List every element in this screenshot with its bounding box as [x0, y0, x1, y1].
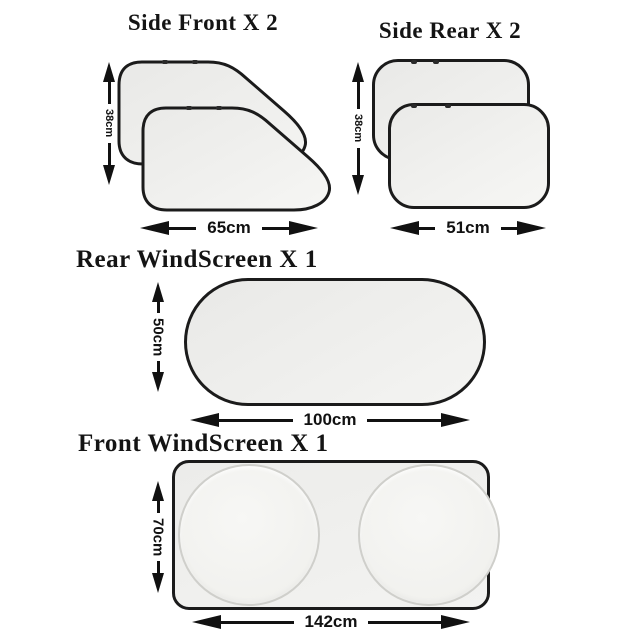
dimension-line	[368, 621, 441, 624]
side-front-shade-front	[140, 103, 336, 215]
rear-windscreen-title: Rear WindScreen X 1	[76, 246, 318, 273]
arrow-up-icon	[152, 481, 164, 501]
wire-ring-left	[178, 464, 320, 606]
arrow-left-icon	[140, 221, 169, 235]
dimension-label: 38cm	[352, 114, 364, 143]
dimension-line	[157, 561, 160, 573]
dimension-line	[108, 143, 111, 165]
arrow-down-icon	[352, 175, 364, 195]
arrow-right-icon	[289, 221, 318, 235]
dimension-line	[157, 302, 160, 313]
dimension-label: 50cm	[149, 317, 167, 357]
side-window-shape	[140, 103, 336, 215]
dimension-line	[357, 82, 360, 109]
dimension-label: 51cm	[446, 218, 490, 237]
side-front-width-dimension	[140, 219, 318, 237]
dimension-line	[169, 227, 196, 230]
rear-windscreen-width-dimension	[190, 411, 470, 429]
dimension-label: 70cm	[149, 517, 167, 557]
arrow-left-icon	[390, 221, 419, 235]
dimension-line	[367, 419, 441, 422]
rear-windscreen-shade	[184, 278, 486, 406]
dimension-line	[501, 227, 517, 230]
suction-tab	[411, 104, 417, 108]
dimension-line	[157, 361, 160, 372]
suction-tab	[411, 60, 417, 64]
dimension-label: 100cm	[303, 410, 357, 429]
dimension-line	[221, 621, 294, 624]
front-windscreen-shade	[172, 460, 490, 610]
dimension-line	[219, 419, 293, 422]
arrow-right-icon	[517, 221, 546, 235]
front-windscreen-height-dimension	[149, 481, 167, 593]
rear-windscreen-height-dimension	[149, 282, 167, 392]
arrow-right-icon	[441, 413, 470, 427]
front-windscreen-width-dimension	[192, 613, 470, 631]
dimension-label: 38cm	[103, 109, 115, 138]
arrow-up-icon	[352, 62, 364, 82]
arrow-left-icon	[190, 413, 219, 427]
arrow-left-icon	[192, 615, 221, 629]
suction-tab	[445, 104, 451, 108]
dimension-line	[157, 501, 160, 513]
side-rear-height-dimension	[349, 62, 367, 195]
side-front-height-dimension	[100, 62, 118, 185]
arrow-up-icon	[103, 62, 115, 82]
dimension-label: 65cm	[207, 218, 251, 237]
wire-ring-right	[358, 464, 500, 606]
arrow-down-icon	[152, 372, 164, 392]
side-rear-shade-front	[388, 103, 550, 209]
arrow-down-icon	[152, 573, 164, 593]
suction-tab	[433, 60, 439, 64]
dimension-line	[108, 82, 111, 104]
dimension-line	[357, 148, 360, 175]
arrow-right-icon	[441, 615, 470, 629]
dimension-line	[262, 227, 289, 230]
front-windscreen-title: Front WindScreen X 1	[78, 430, 329, 457]
arrow-down-icon	[103, 165, 115, 185]
side-rear-width-dimension	[390, 219, 546, 237]
dimension-line	[419, 227, 435, 230]
side-rear-title: Side Rear X 2	[378, 18, 522, 43]
side-front-title: Side Front X 2	[127, 10, 279, 35]
arrow-up-icon	[152, 282, 164, 302]
dimension-label: 142cm	[304, 612, 358, 631]
